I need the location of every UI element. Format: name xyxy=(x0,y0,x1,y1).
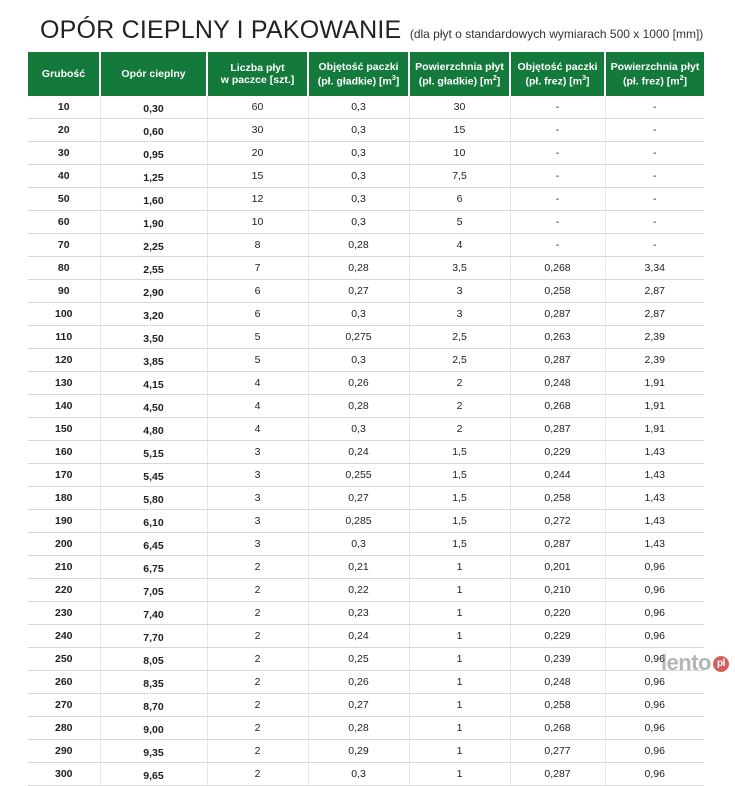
table-cell: 9,35 xyxy=(100,740,207,763)
table-cell: 0,287 xyxy=(510,763,605,786)
table-cell: 120 xyxy=(28,349,100,372)
table-cell: 3 xyxy=(409,303,510,326)
watermark-badge: pl xyxy=(713,656,729,672)
table-cell: 0,229 xyxy=(510,441,605,464)
table-cell: - xyxy=(510,211,605,234)
table-cell: 80 xyxy=(28,257,100,280)
table-cell: 60 xyxy=(207,96,308,119)
table-cell: 130 xyxy=(28,372,100,395)
table-cell: 6,75 xyxy=(100,556,207,579)
table-body xyxy=(28,96,704,786)
table-cell: 0,244 xyxy=(510,464,605,487)
column-header-unit-close: ] xyxy=(496,75,501,88)
table-cell: 160 xyxy=(28,441,100,464)
table-cell: 3,5 xyxy=(409,257,510,280)
table-cell: 0,239 xyxy=(510,648,605,671)
table-cell: 1,90 xyxy=(100,211,207,234)
table-cell: 0,3 xyxy=(308,763,409,786)
table-row xyxy=(28,625,704,648)
watermark-logo xyxy=(661,650,729,676)
table-cell: 1 xyxy=(409,625,510,648)
table-cell: 0,287 xyxy=(510,303,605,326)
table-cell: 270 xyxy=(28,694,100,717)
table-row xyxy=(28,165,704,188)
table-cell: 4,15 xyxy=(100,372,207,395)
column-header-unit: (pł. frez) [m xyxy=(623,75,680,88)
table-row xyxy=(28,556,704,579)
table-cell: - xyxy=(510,142,605,165)
table-cell: 0,287 xyxy=(510,533,605,556)
table-cell: 240 xyxy=(28,625,100,648)
table-cell: 2 xyxy=(207,648,308,671)
table-cell: 90 xyxy=(28,280,100,303)
table-cell: 0,21 xyxy=(308,556,409,579)
table-cell: 1,43 xyxy=(605,510,704,533)
table-cell: 0,285 xyxy=(308,510,409,533)
table-row xyxy=(28,303,704,326)
table-row xyxy=(28,717,704,740)
table-cell: 300 xyxy=(28,763,100,786)
table-row xyxy=(28,441,704,464)
table-row xyxy=(28,234,704,257)
column-header-6 xyxy=(605,52,704,96)
table-cell: 0,268 xyxy=(510,257,605,280)
table-cell: 20 xyxy=(207,142,308,165)
table-cell: 2 xyxy=(207,717,308,740)
table-cell: 8 xyxy=(207,234,308,257)
table-row xyxy=(28,763,704,786)
table-cell: 2,25 xyxy=(100,234,207,257)
table-cell: 0,255 xyxy=(308,464,409,487)
table-cell: 15 xyxy=(207,165,308,188)
table-cell: - xyxy=(605,211,704,234)
table-cell: 12 xyxy=(207,188,308,211)
column-header-line2 xyxy=(412,73,507,88)
column-header-line1: Objętość paczki xyxy=(318,60,399,73)
table-cell: 3,34 xyxy=(605,257,704,280)
table-cell: 1,43 xyxy=(605,441,704,464)
table-cell: 3 xyxy=(207,441,308,464)
table-cell: - xyxy=(510,188,605,211)
table-cell: 0,24 xyxy=(308,625,409,648)
table-cell: 0,258 xyxy=(510,487,605,510)
table-cell: 2 xyxy=(207,579,308,602)
table-cell: 0,272 xyxy=(510,510,605,533)
table-cell: 30 xyxy=(207,119,308,142)
table-cell: 0,96 xyxy=(605,694,704,717)
table-row xyxy=(28,326,704,349)
table-cell: 3 xyxy=(207,464,308,487)
table-cell: 2 xyxy=(409,372,510,395)
table-cell: - xyxy=(605,142,704,165)
table-cell: 2,90 xyxy=(100,280,207,303)
table-cell: 260 xyxy=(28,671,100,694)
column-header-unit-exponent: 3 xyxy=(391,74,396,82)
table-cell: 3,85 xyxy=(100,349,207,372)
table-cell: 7,70 xyxy=(100,625,207,648)
table-cell: 1,5 xyxy=(409,533,510,556)
table-row xyxy=(28,602,704,625)
table-cell: 3 xyxy=(207,510,308,533)
table-cell: 0,201 xyxy=(510,556,605,579)
table-cell: 1,43 xyxy=(605,487,704,510)
table-cell: 0,287 xyxy=(510,418,605,441)
column-header-line2 xyxy=(311,73,406,88)
table-cell: - xyxy=(510,119,605,142)
table-cell: 0,27 xyxy=(308,280,409,303)
table-cell: 190 xyxy=(28,510,100,533)
table-cell: 1 xyxy=(409,740,510,763)
table-cell: 4 xyxy=(207,418,308,441)
table-cell: 0,28 xyxy=(308,717,409,740)
table-cell: 0,60 xyxy=(100,119,207,142)
column-header-line1: Powierzchnia płyt xyxy=(415,60,504,73)
table-cell: 2,87 xyxy=(605,303,704,326)
table-cell: 9,65 xyxy=(100,763,207,786)
table-cell: 0,96 xyxy=(605,671,704,694)
table-cell: 0,24 xyxy=(308,441,409,464)
table-cell: 4 xyxy=(207,395,308,418)
column-header-4 xyxy=(409,52,510,96)
table-row xyxy=(28,96,704,119)
table-cell: 1,5 xyxy=(409,464,510,487)
table-cell: 0,96 xyxy=(605,579,704,602)
table-cell: 2,39 xyxy=(605,326,704,349)
table-cell: 50 xyxy=(28,188,100,211)
table-cell: 1,91 xyxy=(605,372,704,395)
column-header-unit-exponent: 2 xyxy=(679,74,684,82)
table-cell: 0,26 xyxy=(308,372,409,395)
column-header-5 xyxy=(510,52,605,96)
column-header-unit-exponent: 2 xyxy=(492,74,497,82)
table-cell: 180 xyxy=(28,487,100,510)
column-header-line1: Opór cieplny xyxy=(121,68,186,80)
table-cell: 1,91 xyxy=(605,395,704,418)
table-cell: 30 xyxy=(28,142,100,165)
table-header-row xyxy=(28,52,704,96)
table-cell: 6 xyxy=(207,303,308,326)
table-cell: 2 xyxy=(207,556,308,579)
column-header-unit-close: ] xyxy=(683,75,687,88)
table-cell: 2 xyxy=(207,671,308,694)
table-cell: 0,3 xyxy=(308,165,409,188)
table-row xyxy=(28,211,704,234)
table-cell: - xyxy=(510,96,605,119)
thermal-resistance-table xyxy=(28,52,704,786)
table-cell: 1 xyxy=(409,763,510,786)
table-cell: 2 xyxy=(207,625,308,648)
table-cell: - xyxy=(510,234,605,257)
table-cell: 0,275 xyxy=(308,326,409,349)
table-cell: 1 xyxy=(409,717,510,740)
table-cell: - xyxy=(605,165,704,188)
column-header-unit-close: ] xyxy=(586,75,590,88)
table-cell: 0,3 xyxy=(308,188,409,211)
table-cell: 0,3 xyxy=(308,533,409,556)
table-cell: 2 xyxy=(207,740,308,763)
column-header-unit: w paczce [szt.] xyxy=(220,74,295,86)
table-cell: 2 xyxy=(207,763,308,786)
table-cell: 1 xyxy=(409,579,510,602)
table-cell: 0,258 xyxy=(510,694,605,717)
table-cell: 3,20 xyxy=(100,303,207,326)
table-row xyxy=(28,280,704,303)
table-row xyxy=(28,694,704,717)
column-header-line2 xyxy=(608,73,702,88)
table-cell: 0,3 xyxy=(308,142,409,165)
column-header-line2 xyxy=(210,74,305,86)
table-cell: 4,80 xyxy=(100,418,207,441)
table-cell: 7,5 xyxy=(409,165,510,188)
table-cell: - xyxy=(510,165,605,188)
table-cell: 0,268 xyxy=(510,395,605,418)
column-header-line1: Liczba płyt xyxy=(230,62,285,74)
table-cell: 230 xyxy=(28,602,100,625)
table-row xyxy=(28,395,704,418)
table-cell: 0,23 xyxy=(308,602,409,625)
table-cell: 0,287 xyxy=(510,349,605,372)
title-main: OPÓR CIEPLNY I PAKOWANIE xyxy=(40,16,402,44)
table-cell: 3 xyxy=(207,487,308,510)
table-cell: 7,40 xyxy=(100,602,207,625)
table-cell: 4,50 xyxy=(100,395,207,418)
table-cell: 140 xyxy=(28,395,100,418)
table-cell: 0,27 xyxy=(308,487,409,510)
table-cell: - xyxy=(605,188,704,211)
table-cell: 290 xyxy=(28,740,100,763)
table-cell: 1 xyxy=(409,648,510,671)
table-row xyxy=(28,372,704,395)
table-row xyxy=(28,648,704,671)
table-cell: 1,5 xyxy=(409,487,510,510)
table-cell: 8,35 xyxy=(100,671,207,694)
column-header-line1: Grubość xyxy=(41,68,86,80)
column-header-3 xyxy=(308,52,409,96)
table-cell: 0,268 xyxy=(510,717,605,740)
table-cell: 40 xyxy=(28,165,100,188)
table-cell: 0,22 xyxy=(308,579,409,602)
table-cell: 1 xyxy=(409,671,510,694)
table-cell: 0,220 xyxy=(510,602,605,625)
table-cell: 0,30 xyxy=(100,96,207,119)
table-cell: 2,55 xyxy=(100,257,207,280)
column-header-unit-close: ] xyxy=(395,75,400,88)
table-cell: 4 xyxy=(409,234,510,257)
table-cell: 0,96 xyxy=(605,717,704,740)
column-header-1 xyxy=(100,52,207,96)
table-cell: 0,248 xyxy=(510,671,605,694)
table-cell: 1 xyxy=(409,602,510,625)
table-cell: 15 xyxy=(409,119,510,142)
table-cell: 280 xyxy=(28,717,100,740)
table-row xyxy=(28,418,704,441)
table-cell: 1,43 xyxy=(605,533,704,556)
table-cell: 5 xyxy=(207,349,308,372)
table-cell: 3 xyxy=(207,533,308,556)
table-row xyxy=(28,740,704,763)
table-cell: 0,28 xyxy=(308,395,409,418)
table-cell: 10 xyxy=(207,211,308,234)
table-cell: 170 xyxy=(28,464,100,487)
column-header-2 xyxy=(207,52,308,96)
table-cell: 6,45 xyxy=(100,533,207,556)
table-cell: 0,3 xyxy=(308,211,409,234)
table-row xyxy=(28,579,704,602)
table-cell: 0,28 xyxy=(308,257,409,280)
table-cell: 5 xyxy=(409,211,510,234)
table-cell: 0,277 xyxy=(510,740,605,763)
table-cell: 1,60 xyxy=(100,188,207,211)
table-cell: 2,87 xyxy=(605,280,704,303)
table-cell: 0,28 xyxy=(308,234,409,257)
table-cell: 1 xyxy=(409,694,510,717)
table-cell: - xyxy=(605,96,704,119)
table-cell: 3 xyxy=(409,280,510,303)
table-cell: 2,5 xyxy=(409,326,510,349)
table-cell: 70 xyxy=(28,234,100,257)
table-row xyxy=(28,142,704,165)
table-cell: 150 xyxy=(28,418,100,441)
table-row xyxy=(28,533,704,556)
table-cell: 0,96 xyxy=(605,556,704,579)
table-cell: 3,50 xyxy=(100,326,207,349)
table-cell: 2,39 xyxy=(605,349,704,372)
table-cell: 2 xyxy=(207,602,308,625)
table-cell: 30 xyxy=(409,96,510,119)
table-cell: 0,3 xyxy=(308,119,409,142)
table-cell: 0,229 xyxy=(510,625,605,648)
table-cell: 7 xyxy=(207,257,308,280)
table-cell: 0,26 xyxy=(308,671,409,694)
column-header-unit: (pł. gładkie) [m xyxy=(418,75,493,88)
column-header-unit-exponent: 3 xyxy=(582,74,586,82)
table-cell: 0,25 xyxy=(308,648,409,671)
table-cell: - xyxy=(605,119,704,142)
table-row xyxy=(28,510,704,533)
table-cell: 1,5 xyxy=(409,441,510,464)
table-cell: 5,80 xyxy=(100,487,207,510)
table-cell: 6 xyxy=(409,188,510,211)
table-cell: 6,10 xyxy=(100,510,207,533)
table-cell: 1,25 xyxy=(100,165,207,188)
table-cell: 8,70 xyxy=(100,694,207,717)
column-header-0 xyxy=(28,52,100,96)
table-cell: 5 xyxy=(207,326,308,349)
table-cell: 220 xyxy=(28,579,100,602)
table-cell: 5,15 xyxy=(100,441,207,464)
table-cell: 0,210 xyxy=(510,579,605,602)
page-title xyxy=(40,16,703,45)
column-header-line1: Objętość paczki xyxy=(517,60,598,73)
table-cell: 110 xyxy=(28,326,100,349)
table-row xyxy=(28,487,704,510)
table-cell: 250 xyxy=(28,648,100,671)
table-cell: 7,05 xyxy=(100,579,207,602)
watermark-text: lento xyxy=(660,650,711,675)
table-cell: 1,91 xyxy=(605,418,704,441)
table-cell: 0,248 xyxy=(510,372,605,395)
table-cell: 6 xyxy=(207,280,308,303)
table-cell: 1,5 xyxy=(409,510,510,533)
table-cell: 0,3 xyxy=(308,303,409,326)
table-cell: 0,3 xyxy=(308,418,409,441)
table-cell: 60 xyxy=(28,211,100,234)
table-row xyxy=(28,119,704,142)
table-cell: 9,00 xyxy=(100,717,207,740)
table-row xyxy=(28,188,704,211)
column-header-unit: (pł. frez) [m xyxy=(525,75,583,88)
table-cell: 0,96 xyxy=(605,602,704,625)
table-cell: - xyxy=(605,234,704,257)
table-cell: 2 xyxy=(409,418,510,441)
table-cell: 0,96 xyxy=(605,648,704,671)
table-cell: 8,05 xyxy=(100,648,207,671)
table-cell: 20 xyxy=(28,119,100,142)
table-cell: 10 xyxy=(409,142,510,165)
table-cell: 0,95 xyxy=(100,142,207,165)
table-row xyxy=(28,349,704,372)
table-cell: 0,96 xyxy=(605,625,704,648)
table-cell: 0,3 xyxy=(308,349,409,372)
table-row xyxy=(28,671,704,694)
table-cell: 200 xyxy=(28,533,100,556)
table-cell: 210 xyxy=(28,556,100,579)
table-cell: 0,263 xyxy=(510,326,605,349)
column-header-line1: Powierzchnia płyt xyxy=(610,60,700,73)
table-cell: 0,258 xyxy=(510,280,605,303)
table-cell: 2,5 xyxy=(409,349,510,372)
table-cell: 0,96 xyxy=(605,763,704,786)
table-cell: 4 xyxy=(207,372,308,395)
table-cell: 1 xyxy=(409,556,510,579)
table-cell: 10 xyxy=(28,96,100,119)
table-cell: 0,27 xyxy=(308,694,409,717)
table-cell: 100 xyxy=(28,303,100,326)
table-cell: 2 xyxy=(207,694,308,717)
table-cell: 0,29 xyxy=(308,740,409,763)
title-subtitle: (dla płyt o standardowych wymiarach 500 x 1000 [mm]) xyxy=(409,27,704,41)
table-cell: 0,96 xyxy=(605,740,704,763)
table-row xyxy=(28,464,704,487)
table-cell: 5,45 xyxy=(100,464,207,487)
table-cell: 0,3 xyxy=(308,96,409,119)
column-header-unit: (pł. gładkie) [m xyxy=(317,75,392,88)
table-cell: 1,43 xyxy=(605,464,704,487)
table-cell: 2 xyxy=(409,395,510,418)
table-row xyxy=(28,257,704,280)
column-header-line2 xyxy=(513,73,602,88)
